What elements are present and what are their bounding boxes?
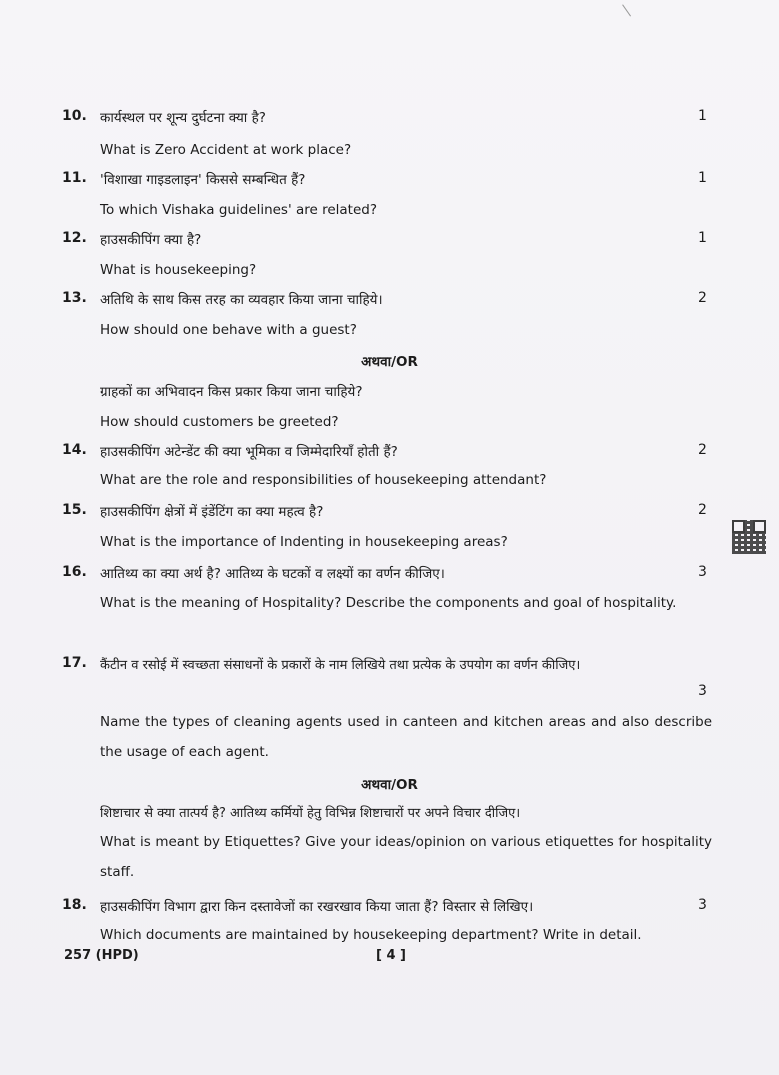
question-text-english: How should customers be greeted?: [100, 414, 339, 430]
question-text-hindi: आतिथ्य का क्या अर्थ है? आतिथ्य के घटकों व लक्ष्यों का वर्णन कीजिए।: [100, 566, 445, 582]
question-text-english: To which Vishaka guidelines' are related?: [100, 202, 378, 218]
question-marks: 1: [698, 230, 707, 246]
question-number: 18.: [62, 897, 87, 913]
question-text-hindi: ग्राहकों का अभिवादन किस प्रकार किया जाना चाहिये?: [100, 384, 363, 400]
question-text-hindi: कैंटीन व रसोई में स्वच्छता संसाधनों के प्रकारों के नाम लिखिये तथा प्रत्येक के उपयोग का वर्णन कीजिए।: [100, 658, 581, 673]
scan-mark: [622, 0, 641, 16]
question-text-english: Which documents are maintained by housekeeping department? Write in detail.: [100, 927, 642, 943]
question-text-english: Name the types of cleaning agents used in canteen and kitchen areas and also describe the usage of each agent.: [100, 714, 712, 760]
question-number: 13.: [62, 290, 87, 306]
question-marks: 3: [698, 897, 707, 913]
question-number: 14.: [62, 442, 87, 458]
question-marks: 3: [698, 683, 707, 699]
question-number: 11.: [62, 170, 87, 186]
question-marks: 2: [698, 502, 707, 518]
or-divider: अथवा/OR: [361, 354, 418, 370]
question-text-english: What is housekeeping?: [100, 262, 257, 278]
question-number: 17.: [62, 655, 87, 671]
question-marks: 2: [698, 442, 707, 458]
question-text-hindi: हाउसकीपिंग विभाग द्वारा किन दस्तावेजों का रखरखाव किया जाता हैं? विस्तार से लिखिए।: [100, 899, 534, 915]
question-number: 10.: [62, 108, 87, 124]
question-text-hindi: हाउसकीपिंग क्षेत्रों में इंडेंटिंग का क्या महत्व है?: [100, 504, 324, 520]
question-text-english: What is the meaning of Hospitality? Describe the components and goal of hospitality.: [100, 595, 677, 611]
question-number: 12.: [62, 230, 87, 246]
question-text-english: What is meant by Etiquettes? Give your ideas/opinion on various etiquettes for hospitality staff.: [100, 834, 712, 880]
question-marks: 2: [698, 290, 707, 306]
qr-code-icon: [732, 520, 766, 554]
question-text-hindi: शिष्टाचार से क्या तात्पर्य है? आतिथ्य कर्मियों हेतु विभिन्न शिष्टाचारों पर अपने विचार दीजिए।: [100, 806, 521, 821]
question-marks: 1: [698, 108, 707, 124]
question-text-english: What are the role and responsibilities of housekeeping attendant?: [100, 472, 547, 488]
question-text-hindi: अतिथि के साथ किस तरह का व्यवहार किया जाना चाहिये।: [100, 292, 383, 308]
question-text-hindi: हाउसकीपिंग क्या है?: [100, 232, 202, 248]
question-text-english: What is the importance of Indenting in housekeeping areas?: [100, 534, 508, 550]
question-text-hindi: हाउसकीपिंग अटेन्डेंट की क्या भूमिका व जिम्मेदारियाँ होती हैं?: [100, 444, 398, 460]
question-marks: 3: [698, 564, 707, 580]
question-text-hindi: कार्यस्थल पर शून्य दुर्घटना क्या है?: [100, 110, 266, 126]
page-number: [ 4 ]: [376, 948, 406, 963]
or-divider: अथवा/OR: [361, 777, 418, 793]
paper-code: 257 (HPD): [64, 948, 139, 963]
question-text-hindi: 'विशाखा गाइडलाइन' किससे सम्बन्धित हैं?: [100, 172, 306, 188]
question-text-english: How should one behave with a guest?: [100, 322, 357, 338]
question-number: 15.: [62, 502, 87, 518]
question-text-english: What is Zero Accident at work place?: [100, 142, 352, 158]
question-marks: 1: [698, 170, 707, 186]
question-number: 16.: [62, 564, 87, 580]
